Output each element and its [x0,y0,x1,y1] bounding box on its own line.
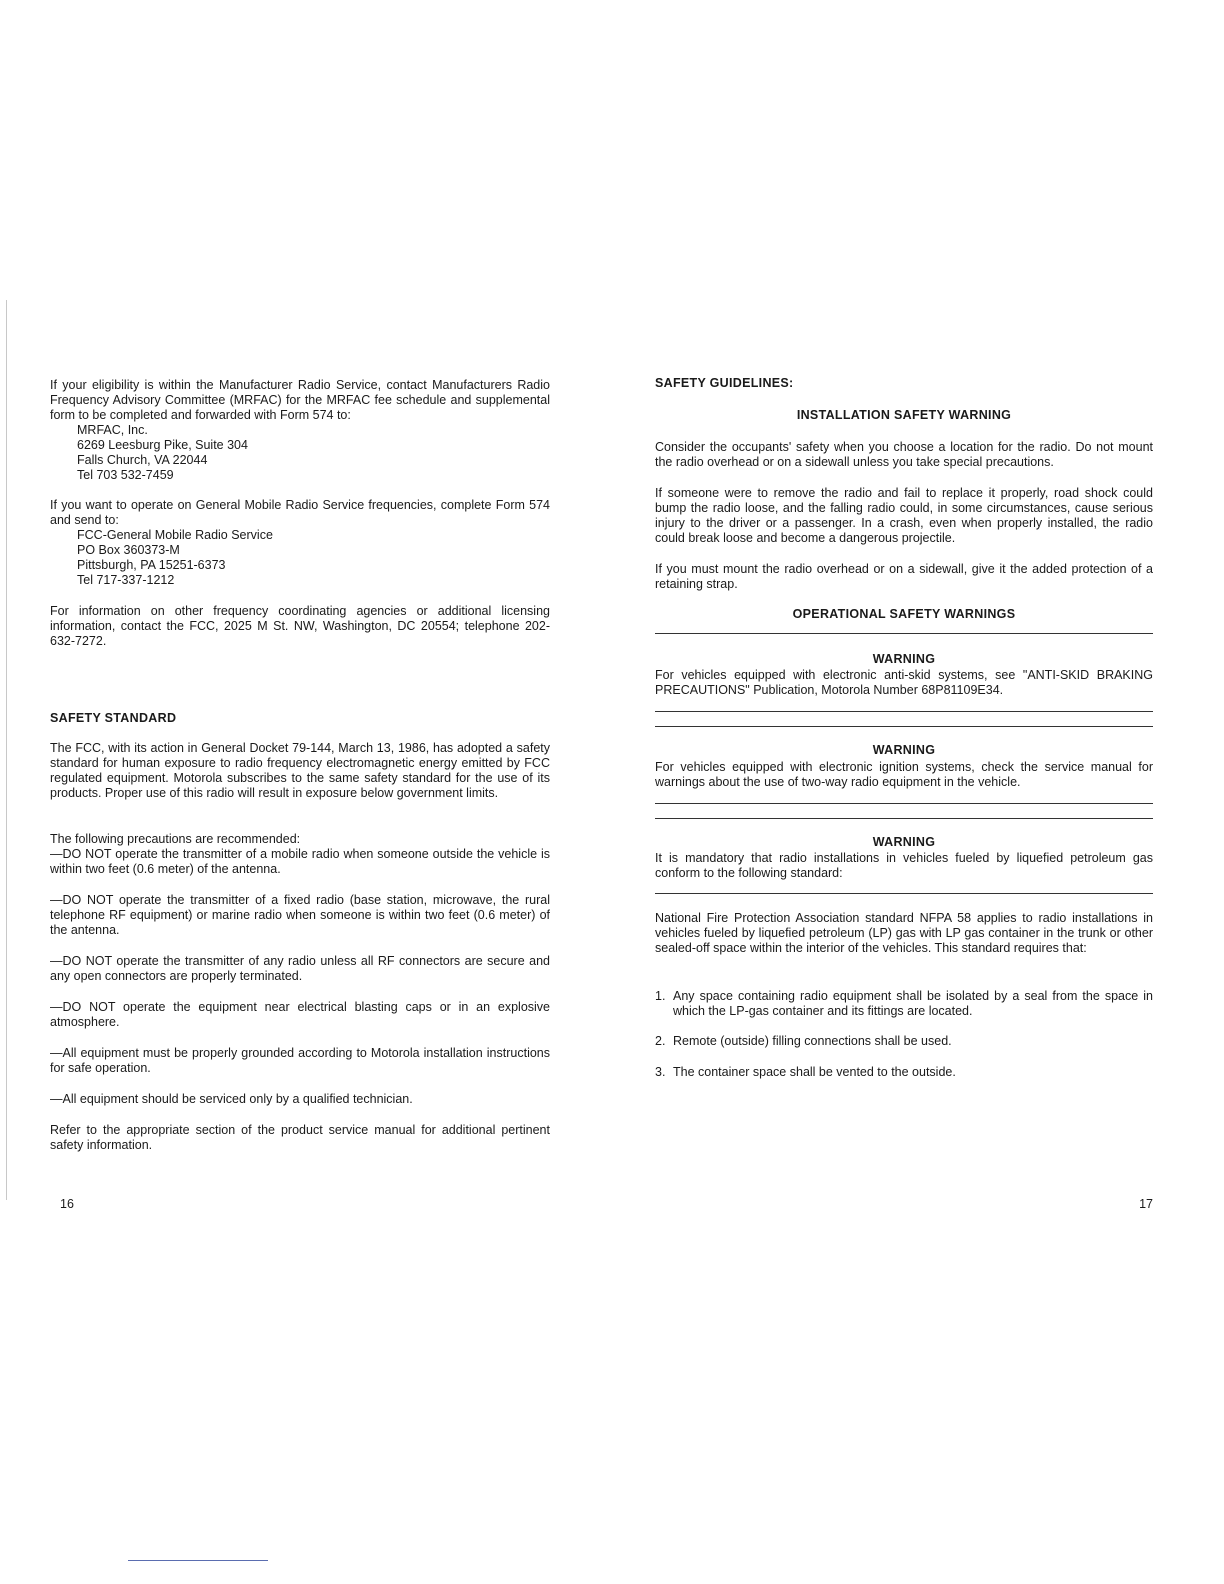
gmrs-intro: If you want to operate on General Mobile Radio Service frequencies, complete Form 574 and send to: [50,498,550,527]
installation-warning-heading: INSTALLATION SAFETY WARNING [796,408,1012,422]
precaution-item: —DO NOT operate the transmitter of any radio unless all RF connectors are secure and any open connectors are properly terminated. [50,954,550,983]
precautions-intro: The following precautions are recommended: [50,832,301,846]
divider [655,893,1153,894]
fcc-info-paragraph: For information on other frequency coordinating agencies or additional licensing information, contact the FCC, 2025 M St. NW, Washington, DC 20554; telephone 202-632-7272. [50,604,550,648]
mrfac-intro: If your eligibility is within the Manufacturer Radio Service, contact Manufacturers Radio Frequency Advisory Committee (MRFAC) for the MRFAC fee schedule and supplemental form to be completed and forwarded with Form 574 to: [50,378,550,422]
warning-text: It is mandatory that radio installations in vehicles fueled by liquefied petroleum gas conform to the following standard: [655,851,1153,880]
installation-paragraph: If you must mount the radio overhead or on a sidewall, give it the added protection of a retaining strap. [655,562,1153,591]
scan-bottom-line [128,1560,268,1561]
list-text: The container space shall be vented to the outside. [673,1065,956,1079]
warning-title: WARNING [872,743,936,757]
refer-paragraph: Refer to the appropriate section of the product service manual for additional pertinent safety information. [50,1123,550,1152]
precaution-item: —All equipment should be serviced only by a qualified technician. [50,1092,413,1106]
mrfac-section [50,378,550,483]
address-line: Pittsburgh, PA 15251-6373 [77,558,226,572]
scan-edge-line [6,300,7,1200]
warning-title: WARNING [872,652,936,666]
divider [655,711,1153,712]
warning-title: WARNING [872,835,936,849]
address-line: PO Box 360373-M [77,543,180,557]
address-line: Falls Church, VA 22044 [77,453,208,467]
safety-guidelines-heading: SAFETY GUIDELINES: [655,376,794,390]
precaution-item: —All equipment must be properly grounded according to Motorola installation instructions for safe operation. [50,1046,550,1075]
list-text: Remote (outside) filling connections shall be used. [673,1034,952,1048]
address-line: Tel 717-337-1212 [77,573,175,587]
divider [655,633,1153,634]
divider [655,726,1153,727]
list-item [655,989,1153,1019]
page-number-left: 16 [60,1197,74,1211]
page-number-right: 17 [1139,1197,1153,1211]
gmrs-address [50,528,550,588]
list-number: 1. [655,989,666,1003]
address-line: 6269 Leesburg Pike, Suite 304 [77,438,248,452]
precaution-item: —DO NOT operate the transmitter of a mobile radio when someone outside the vehicle is within two feet (0.6 meter) of the antenna. [50,847,550,876]
operational-warnings-heading: OPERATIONAL SAFETY WARNINGS [792,607,1016,621]
list-text: Any space containing radio equipment shall be isolated by a seal from the space in which the LP-gas container and its fittings are located. [673,989,1153,1018]
safety-standard-paragraph: The FCC, with its action in General Docket 79-144, March 13, 1986, has adopted a safety standard for human exposure to radio frequency electromagnetic energy emitted by FCC regulated equipment. Motorola subscribes to the same safety standard for the use of its products. Proper use of this radio will result in exposure below government limits. [50,741,550,800]
address-line: Tel 703 532-7459 [77,468,174,482]
nfpa-paragraph: National Fire Protection Association standard NFPA 58 applies to radio installations in vehicles fueled by liquefied petroleum (LP) gas with LP gas container in the trunk or other sealed-off space within the interior of the vehicles. This standard requires that: [655,911,1153,955]
list-item [655,1065,1153,1080]
mrfac-address [50,423,550,483]
divider [655,803,1153,804]
warning-text: For vehicles equipped with electronic anti-skid systems, see "ANTI-SKID BRAKING PRECAUTIONS" Publication, Motorola Number 68P81109E34. [655,668,1153,697]
installation-paragraph: If someone were to remove the radio and fail to replace it properly, road shock could bump the radio loose, and the falling radio could, in some circumstances, cause serious injury to the driver or a passenger. In a crash, even when properly installed, the radio could break loose and become a dangerous projectile. [655,486,1153,545]
warning-text: For vehicles equipped with electronic ignition systems, check the service manual for warnings about the use of two-way radio equipment in the vehicle. [655,760,1153,789]
safety-standard-heading: SAFETY STANDARD [50,711,177,725]
precaution-item: —DO NOT operate the equipment near electrical blasting caps or in an explosive atmosphere. [50,1000,550,1029]
precaution-item: —DO NOT operate the transmitter of a fixed radio (base station, microwave, the rural telephone RF equipment) or marine radio when someone is within two feet (0.6 meter) of the antenna. [50,893,550,937]
installation-paragraph: Consider the occupants' safety when you choose a location for the radio. Do not mount the radio overhead or on a sidewall unless you take special precautions. [655,440,1153,469]
list-number: 3. [655,1065,666,1079]
divider [655,818,1153,819]
list-item [655,1034,1153,1049]
address-line: FCC-General Mobile Radio Service [77,528,273,542]
gmrs-section [50,498,550,588]
address-line: MRFAC, Inc. [77,423,148,437]
list-number: 2. [655,1034,666,1048]
